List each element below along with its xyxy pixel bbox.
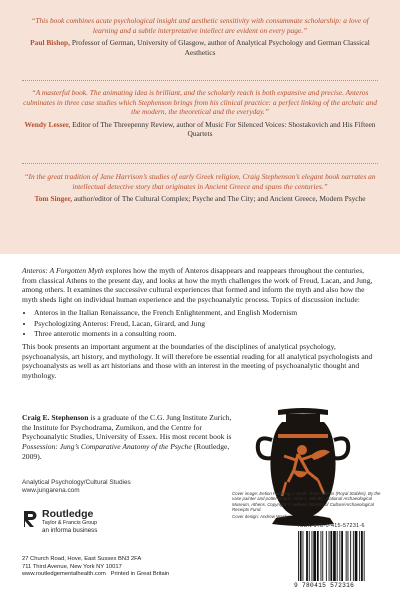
publisher-tagline: an informa business xyxy=(42,527,98,534)
publisher-website[interactable]: www.routledgementalhealth.com xyxy=(22,571,106,578)
quote-text: “A masterful book. The animating idea is brilliant, and the scholarly reach is both expansive and precise. Anteros culminates in three case studies which Stephenson brings from his clinical practice: a perfect linking of the archaic and the modern, the theoretical and the everyday.” xyxy=(23,88,377,117)
quote-text: “This book combines acute psychological insight and aesthetic sensitivity with consummate scholarship: a love of learning and a subtle interpretative intellect are evident on every page.” xyxy=(31,16,369,35)
routledge-logo-icon xyxy=(22,509,38,529)
quote-separator xyxy=(22,163,378,164)
description-paragraph-2: This book presents an important argument at the boundaries of the disciplines of analytical psychology, psychoanalysis, art history, and mythology. It will therefore be essential reading for all analytical psychologists and psychoanalysts as well as art historians and those with an interest in the meeting of psychoanalytic thought and mythology. xyxy=(22,341,373,381)
endorsement-quote-2 xyxy=(22,88,378,139)
topic-item: • Psychologizing Anteros: Freud, Lacan, Girard, and Jung xyxy=(34,319,378,329)
publisher-name: Routledge xyxy=(42,508,94,520)
author-bio: Craig E. Stephenson is a graduate of the C.G. Jung Institute Zurich, the Institute for Psychodrama, Zumikon, and the Centre for Psychoanalytic Studies, University of Essex. His most recent book is Possession: Jung’s Comparative Anatomy of the Psyche (Routledge, 2009). xyxy=(22,413,232,461)
publisher-address: 27 Church Road, Hove, East Sussex BN3 2FA 711 Third Avenue, New York NY 10017 www.routledgementalhealth.com Printed in Great Britain xyxy=(22,556,170,578)
quote-separator xyxy=(22,80,378,81)
cover-image-caption: Cover image: Eetion Pursuing a Youth. Team Athens (Royal Stables). By the vase painter and potter Douris. Vase c. 480 BC. National Archaeological Museum, Athens. Copyright © Hellenic Ministry of Culture/Archaeological Receipts Fund. Cover design: Andrew Ward xyxy=(232,491,381,519)
endorsement-quote-1 xyxy=(22,16,378,57)
quote-text: “In the great tradition of Jane Harrison’s studies of early Greek religion, Craig Stephenson’s elegant book narrates an intellectual detective story that originates in Ancient Greece and spans the centuries.” xyxy=(24,172,376,191)
publisher-logo xyxy=(22,508,132,542)
quote-author: Wendy Lesser, Editor of The Threepenny Review, author of Music For Silenced Voices: Shostakovich and His Fifteen Quartets xyxy=(24,119,376,139)
subject-category: Analytical Psychology/Cultural Studies www.jungarena.com xyxy=(22,479,202,496)
barcode-icon xyxy=(298,531,378,581)
cover-design-credit: Cover design: Andrew Ward xyxy=(232,513,287,519)
quote-author: Tom Singer, author/editor of The Cultural Complex; Psyche and The City; and Ancient Greece, Modern Psyche xyxy=(34,194,366,204)
topic-item: • Three anterotic moments in a consulting room. xyxy=(34,329,378,339)
description-paragraph-1: Anteros: A Forgotten Myth explores how the myth of Anteros disappears and reappears throughout the centuries, from classical Athens to the present day, and looks at how the myth challenges the work of Freud, Lacan, and Jung, among others. It examines the successive cultural experiences that formed and inform the myth and also how the myth sheds light on individual human experience and the psychoanalytic process. Topics of discussion include: xyxy=(22,266,373,305)
topic-item: • Anteros in the Italian Renaissance, the French Enlightenment, and English Modernism xyxy=(34,308,378,318)
barcode-digits: 9 780415 572316 xyxy=(294,582,355,589)
endorsement-quote-3 xyxy=(22,172,378,204)
quote-author: Paul Bishop, Professor of German, University of Glasgow, author of Analytical Psychology and German Classical Aesthetics xyxy=(30,38,370,57)
website-link[interactable]: www.jungarena.com xyxy=(22,487,80,495)
topics-list xyxy=(22,308,378,339)
author-name: Craig E. Stephenson xyxy=(22,413,89,422)
isbn-label: ISBN 978-0-415-57231-6 xyxy=(298,523,365,529)
book-description xyxy=(22,266,378,381)
publisher-group: Taylor & Francis Group xyxy=(42,520,98,526)
